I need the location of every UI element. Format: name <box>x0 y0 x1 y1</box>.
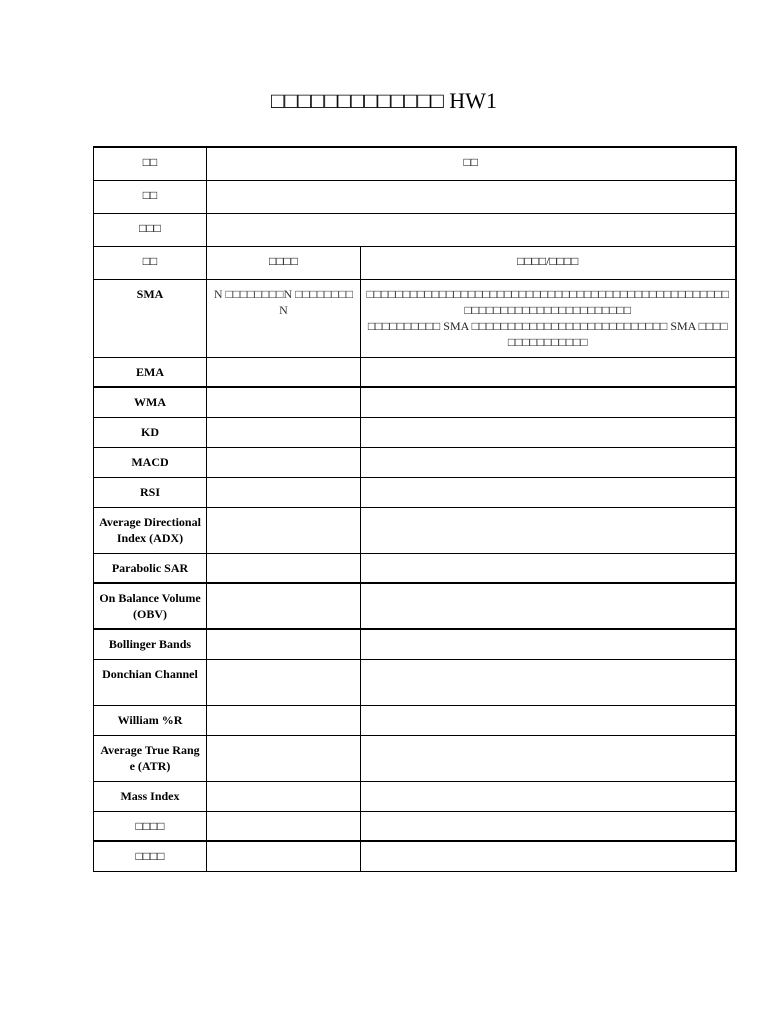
info-value[interactable]: □□ <box>207 147 736 180</box>
column-header-row <box>94 246 736 279</box>
indicator-desc[interactable] <box>361 387 736 417</box>
indicator-desc[interactable] <box>361 417 736 447</box>
indicator-param[interactable] <box>207 583 361 629</box>
indicator-name: Average True Range (ATR) <box>94 735 207 781</box>
indicator-param[interactable] <box>207 811 361 841</box>
info-label: □□ <box>94 180 207 213</box>
indicator-name: □□□□ <box>94 811 207 841</box>
indicator-param[interactable] <box>207 705 361 735</box>
indicator-desc[interactable] <box>361 447 736 477</box>
info-row-2 <box>94 180 736 213</box>
indicator-desc[interactable] <box>361 811 736 841</box>
indicator-param[interactable] <box>207 553 361 583</box>
info-label: □□ <box>94 147 207 180</box>
table-row <box>94 417 736 447</box>
table-row <box>94 811 736 841</box>
indicator-name: Donchian Channel <box>94 659 207 705</box>
indicator-name: Bollinger Bands <box>94 629 207 659</box>
table-row <box>94 447 736 477</box>
indicator-name: Average Directional Index (ADX) <box>94 507 207 553</box>
indicator-param[interactable] <box>207 507 361 553</box>
table-row <box>94 781 736 811</box>
table-row <box>94 659 736 705</box>
indicator-desc[interactable]: □□□□□□□□□□□□□□□□□□□□□□□□□□□□□□□□□□□□□□□□□□□□□□□□□□□□□□□□□□□□□□□□□□□□□□□□□ □□□□□□□□□□ SMA □□□□□□□□□□□□□□□□□□□□□□□□□□□ SMA □□□□□□□□□□□□□□□ <box>361 279 736 357</box>
info-value[interactable] <box>207 213 736 246</box>
indicator-param[interactable] <box>207 659 361 705</box>
indicator-name: EMA <box>94 357 207 387</box>
document-title: □□□□□□□□□□□□□ HW1 <box>271 88 497 113</box>
table-row <box>94 387 736 417</box>
indicator-desc[interactable] <box>361 629 736 659</box>
indicator-desc[interactable] <box>361 357 736 387</box>
table-row <box>94 477 736 507</box>
table-row <box>94 705 736 735</box>
indicator-param[interactable] <box>207 629 361 659</box>
indicator-desc[interactable] <box>361 507 736 553</box>
column-header-desc: □□□□/□□□□ <box>361 246 736 279</box>
indicator-name: SMA <box>94 279 207 357</box>
indicator-desc[interactable] <box>361 553 736 583</box>
column-header-param: □□□□ <box>207 246 361 279</box>
indicator-param[interactable] <box>207 841 361 871</box>
indicator-param[interactable] <box>207 387 361 417</box>
indicator-name: Mass Index <box>94 781 207 811</box>
table-row <box>94 841 736 871</box>
indicator-desc[interactable] <box>361 781 736 811</box>
table-row <box>94 583 736 629</box>
indicator-name: Parabolic SAR <box>94 553 207 583</box>
indicator-desc[interactable] <box>361 841 736 871</box>
indicator-table <box>93 146 737 872</box>
table-row <box>94 735 736 781</box>
info-row-3 <box>94 213 736 246</box>
indicator-desc[interactable] <box>361 659 736 705</box>
indicator-param[interactable] <box>207 417 361 447</box>
indicator-name: WMA <box>94 387 207 417</box>
indicator-param[interactable]: N □□□□□□□□N □□□□□□□□ N <box>207 279 361 357</box>
info-label: □□□ <box>94 213 207 246</box>
indicator-name: William %R <box>94 705 207 735</box>
info-row-1 <box>94 147 736 180</box>
info-value[interactable] <box>207 180 736 213</box>
indicator-name: On Balance Volume (OBV) <box>94 583 207 629</box>
indicator-param[interactable] <box>207 477 361 507</box>
indicator-param[interactable] <box>207 781 361 811</box>
column-header-indicator: □□ <box>94 246 207 279</box>
indicator-desc[interactable] <box>361 735 736 781</box>
table-row <box>94 507 736 553</box>
indicator-name: □□□□ <box>94 841 207 871</box>
indicator-name: MACD <box>94 447 207 477</box>
table-row <box>94 629 736 659</box>
indicator-desc[interactable] <box>361 477 736 507</box>
indicator-param[interactable] <box>207 357 361 387</box>
indicator-name: KD <box>94 417 207 447</box>
table-row <box>94 279 736 357</box>
indicator-desc[interactable] <box>361 583 736 629</box>
indicator-param[interactable] <box>207 447 361 477</box>
indicator-param[interactable] <box>207 735 361 781</box>
indicator-desc[interactable] <box>361 705 736 735</box>
indicator-name: RSI <box>94 477 207 507</box>
table-row <box>94 357 736 387</box>
table-row <box>94 553 736 583</box>
